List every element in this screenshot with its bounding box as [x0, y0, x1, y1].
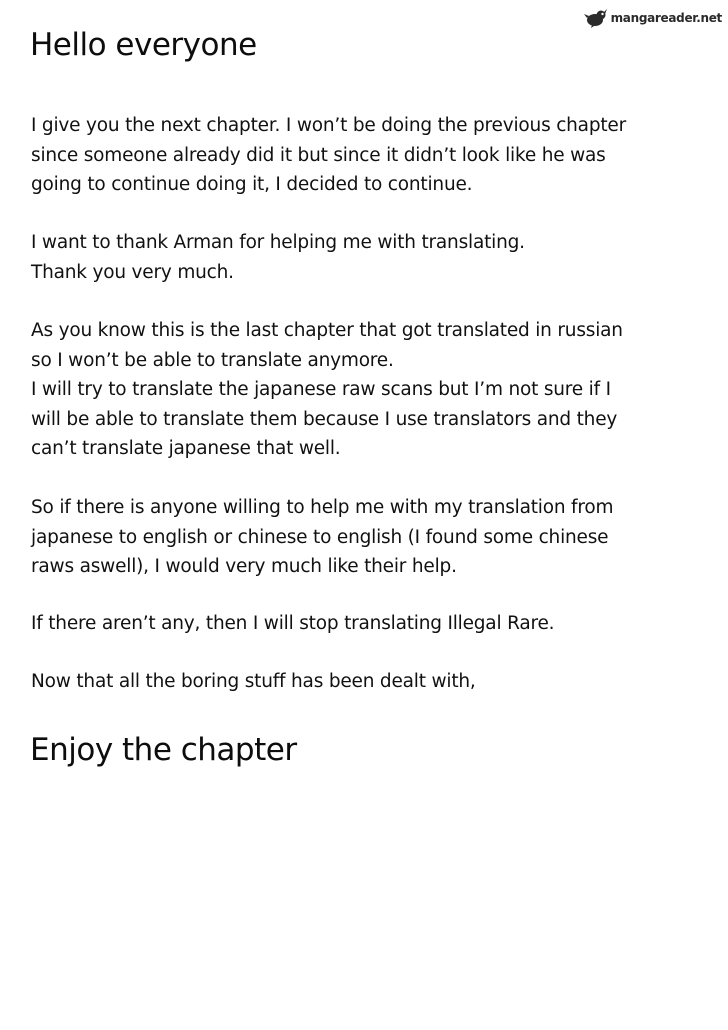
text-line: can’t translate japanese that well. [31, 438, 341, 459]
paragraph-help-request [31, 493, 696, 582]
text-line: I give you the next chapter. I won’t be doing the previous chapter [31, 115, 627, 136]
text-line: so I won’t be able to translate anymore. [31, 349, 394, 371]
text-line: going to continue doing it, I decided to continue. [31, 174, 473, 195]
paragraph-stop [31, 609, 696, 639]
text-line: will be able to translate them because I use translators and they [31, 408, 618, 430]
text-line: I want to thank Arman for helping me with translating. [31, 232, 525, 253]
text-line: raws aswell), I would very much like their help. [31, 556, 457, 577]
paragraph-transition [31, 667, 696, 697]
watermark [584, 8, 722, 28]
paragraph-thanks [31, 228, 696, 287]
text-line: Now that all the boring stuff has been dealt with, [31, 671, 476, 692]
text-line: If there aren’t any, then I will stop translating Illegal Rare. [31, 613, 555, 634]
text-line: As you know this is the last chapter that got translated in russian [31, 320, 623, 341]
watermark-text: mangareader.net [610, 11, 722, 25]
text-line: Thank you very much. [31, 261, 234, 283]
text-line: So if there is anyone willing to help me with my translation from [31, 497, 614, 518]
text-line: japanese to english or chinese to english (I found some chinese [31, 526, 609, 548]
paragraph-intro [31, 111, 696, 200]
closing-heading: Enjoy the chapter [30, 732, 297, 768]
mascot-logo-icon [584, 8, 608, 28]
page-title: Hello everyone [30, 27, 257, 63]
text-line: I will try to translate the japanese raw scans but I’m not sure if I [31, 379, 611, 400]
text-line: since someone already did it but since it didn’t look like he was [31, 144, 606, 166]
paragraph-russian [31, 316, 696, 464]
